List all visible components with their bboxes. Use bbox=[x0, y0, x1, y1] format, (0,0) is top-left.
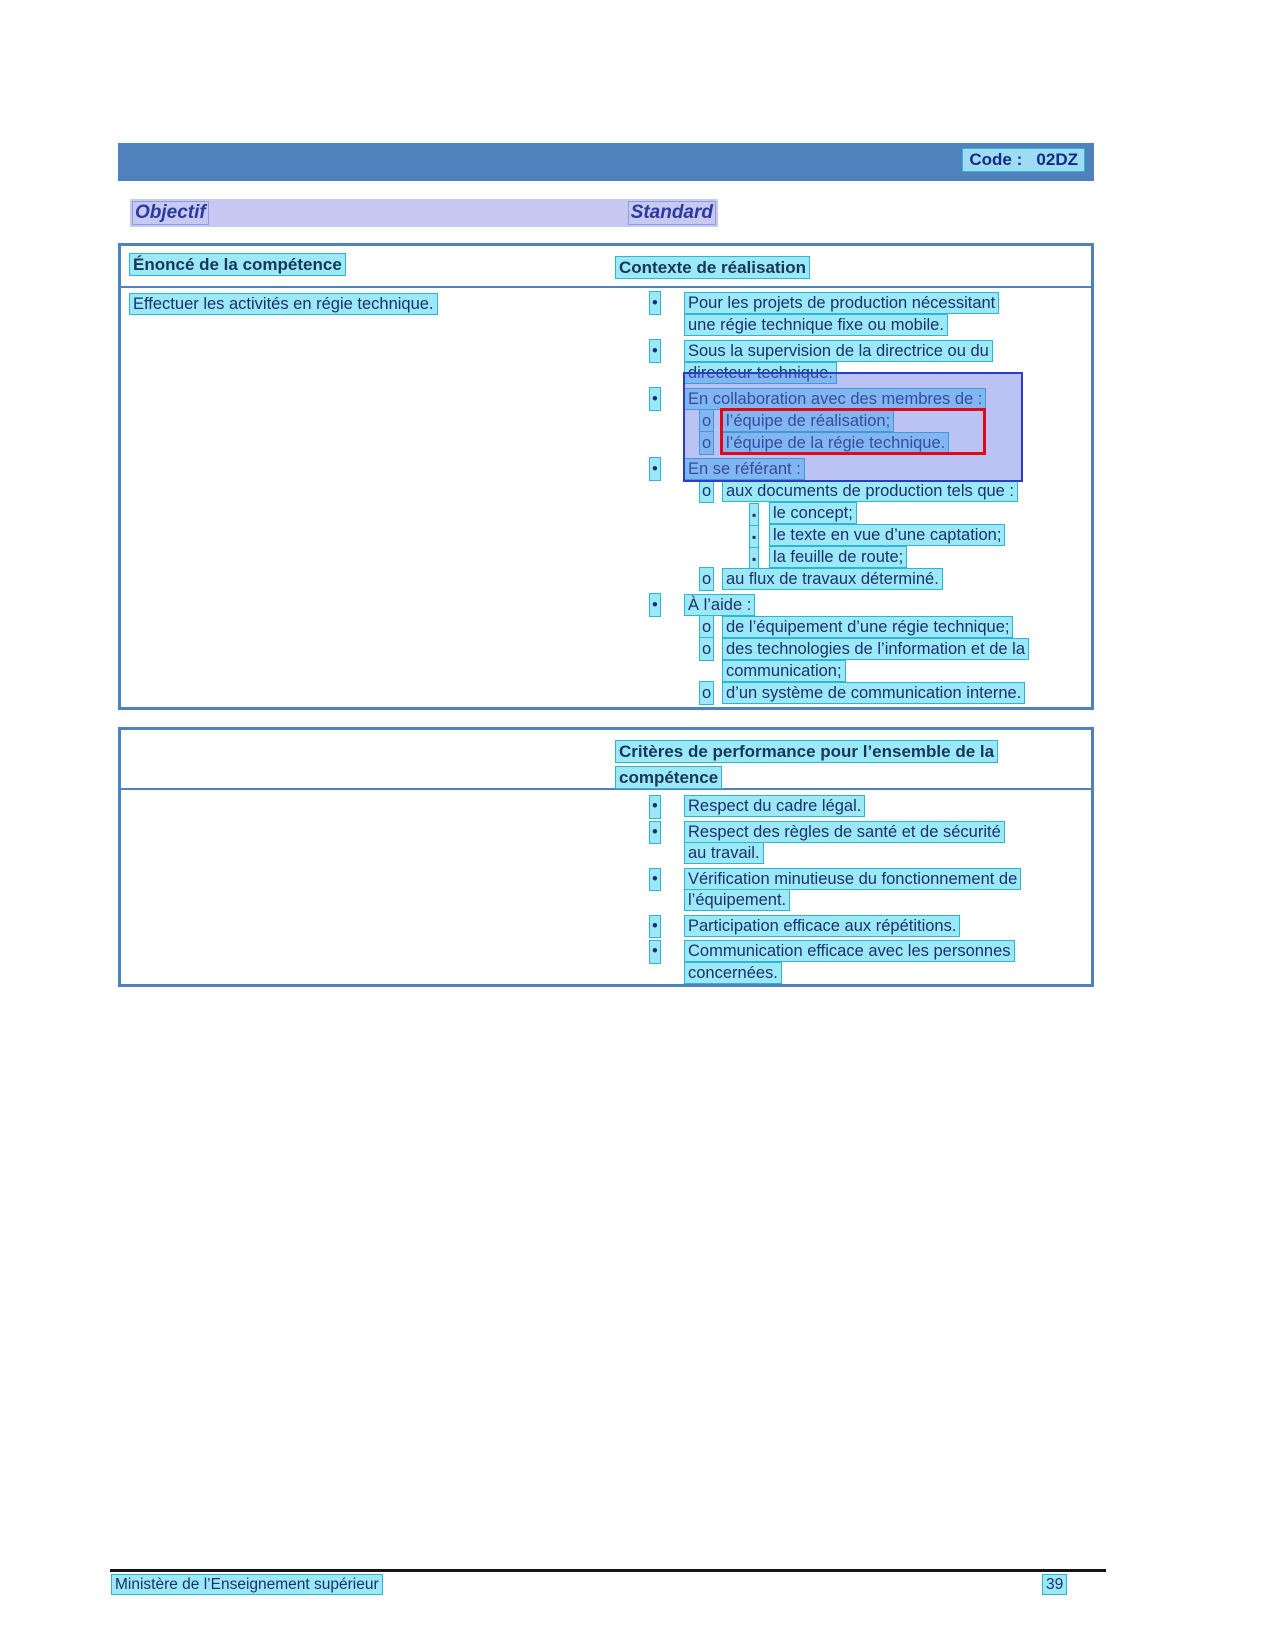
highlighted-text: le texte en vue d’une captation; bbox=[770, 525, 1004, 545]
bullet-icon: o bbox=[702, 434, 712, 452]
list-item bbox=[650, 292, 1098, 336]
bullet-icon: o bbox=[702, 570, 712, 588]
bullet-icon: • bbox=[650, 916, 660, 938]
bullet-icon: • bbox=[652, 294, 658, 312]
bullet-icon: • bbox=[650, 941, 660, 963]
highlighted-text: Pour les projets de production nécessitant bbox=[685, 293, 998, 313]
bullet-icon: • bbox=[652, 596, 658, 614]
footer-divider bbox=[110, 1569, 1106, 1572]
list-item-text bbox=[770, 525, 1004, 545]
list-item bbox=[650, 480, 1098, 502]
highlighted-text: le concept; bbox=[770, 503, 856, 523]
bullet-icon: ▪ bbox=[750, 526, 758, 548]
list-item-text bbox=[723, 569, 942, 589]
list-item-text bbox=[685, 595, 754, 615]
list-item bbox=[650, 796, 1098, 818]
highlighted-text: communication; bbox=[723, 661, 845, 681]
highlighted-text: Respect des règles de santé et de sécurité bbox=[685, 822, 1004, 842]
footer-ministry: Ministère de l’Enseignement supérieur bbox=[112, 1575, 382, 1594]
list-item bbox=[650, 869, 1098, 912]
header-bar bbox=[118, 143, 1094, 181]
criteres-list bbox=[650, 796, 1098, 984]
list-item-text bbox=[723, 683, 1024, 703]
list-item-text bbox=[685, 916, 959, 936]
bullet-icon: ▪ bbox=[750, 548, 758, 570]
highlighted-text: concernées. bbox=[685, 963, 781, 983]
page-number: 39 bbox=[1043, 1575, 1066, 1594]
list-item-text bbox=[723, 617, 1012, 637]
bullet-icon: o bbox=[702, 684, 712, 702]
highlighted-text: la feuille de route; bbox=[770, 547, 906, 567]
highlighted-text: l’équipe de la régie technique. bbox=[723, 433, 948, 453]
list-item-text bbox=[770, 503, 856, 523]
highlighted-text: À l’aide : bbox=[685, 595, 754, 615]
criteres-table bbox=[118, 727, 1094, 987]
bullet-icon: • bbox=[652, 460, 658, 478]
standard-title: Standard bbox=[630, 202, 713, 223]
list-item bbox=[650, 638, 1098, 682]
list-item-text bbox=[685, 869, 1020, 911]
bullet-icon: o bbox=[702, 412, 712, 430]
highlighted-text: des technologies de l’information et de la bbox=[723, 639, 1028, 659]
highlighted-text: l’équipe de réalisation; bbox=[723, 411, 893, 431]
criteres-header-line2: compétence bbox=[616, 767, 721, 788]
highlighted-text: une régie technique fixe ou mobile. bbox=[685, 315, 947, 335]
document-code: Code : 02DZ bbox=[963, 149, 1084, 171]
list-item-text bbox=[685, 796, 864, 816]
col-header-contexte: Contexte de réalisation bbox=[616, 257, 809, 278]
list-item bbox=[650, 594, 1098, 616]
list-item bbox=[650, 502, 1098, 524]
list-item-text bbox=[770, 547, 906, 567]
highlighted-text: l’équipement. bbox=[685, 890, 789, 910]
bullet-icon: o bbox=[702, 618, 712, 636]
competence-statement: Effectuer les activités en régie technique. bbox=[130, 294, 437, 314]
annotation-red-box[interactable] bbox=[720, 408, 986, 455]
bullet-icon: o bbox=[702, 482, 712, 500]
highlighted-text: En se référant : bbox=[685, 459, 804, 479]
competence-table-header bbox=[121, 246, 1091, 288]
highlighted-text: directeur technique. bbox=[685, 363, 836, 383]
list-item bbox=[650, 546, 1098, 568]
highlighted-text: de l’équipement d’une régie technique; bbox=[723, 617, 1012, 637]
objectif-title: Objectif bbox=[135, 202, 206, 223]
bullet-icon: ▪ bbox=[750, 504, 758, 526]
highlighted-text: En collaboration avec des membres de : bbox=[685, 389, 985, 409]
highlighted-text: au flux de travaux déterminé. bbox=[723, 569, 942, 589]
bullet-icon: • bbox=[650, 869, 660, 891]
bullet-icon: • bbox=[650, 822, 660, 844]
competence-cell bbox=[130, 295, 605, 314]
list-item bbox=[650, 822, 1098, 865]
list-item bbox=[650, 916, 1098, 938]
list-item bbox=[650, 941, 1098, 984]
list-item bbox=[650, 568, 1098, 590]
criteres-header-line1: Critères de performance pour l’ensemble de la bbox=[616, 741, 997, 762]
criteres-table-header bbox=[121, 730, 1091, 790]
list-item-text bbox=[685, 822, 1004, 864]
list-item bbox=[650, 616, 1098, 638]
highlighted-text: Communication efficace avec les personnes bbox=[685, 941, 1014, 961]
list-item-text bbox=[685, 941, 1014, 983]
col-header-enonce: Énoncé de la compétence bbox=[130, 254, 345, 275]
list-item-text bbox=[723, 639, 1028, 681]
bullet-icon: • bbox=[652, 390, 658, 408]
list-item-text bbox=[685, 293, 998, 335]
highlighted-text: Respect du cadre légal. bbox=[685, 796, 864, 816]
list-item bbox=[650, 682, 1098, 704]
contexte-list bbox=[650, 292, 1098, 704]
highlighted-text: Participation efficace aux répétitions. bbox=[685, 916, 959, 936]
highlighted-text: Vérification minutieuse du fonctionnement de bbox=[685, 869, 1020, 889]
list-item-text bbox=[723, 481, 1017, 501]
list-item bbox=[650, 524, 1098, 546]
bullet-icon: • bbox=[650, 796, 660, 818]
title-band bbox=[130, 199, 718, 227]
bullet-icon: • bbox=[652, 342, 658, 360]
highlighted-text: au travail. bbox=[685, 843, 763, 863]
highlighted-text: aux documents de production tels que : bbox=[723, 481, 1017, 501]
bullet-icon: o bbox=[702, 640, 712, 658]
highlighted-text: d’un système de communication interne. bbox=[723, 683, 1024, 703]
highlighted-text: Sous la supervision de la directrice ou du bbox=[685, 341, 992, 361]
